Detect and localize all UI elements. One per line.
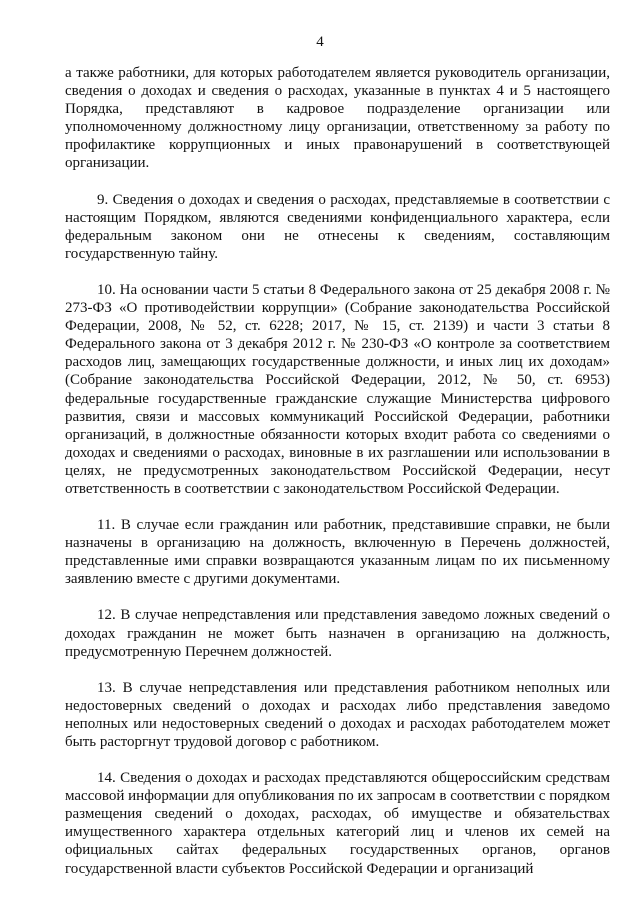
paragraph-11: 11. В случае если гражданин или работник, представившие справки, не были назначены в организацию на должность, включенную в Перечень должностей, представленные ими справки возвращаются указанным лицам по их письменному заявлению вместе с другими документами. <box>65 517 610 588</box>
document-body <box>65 64 610 878</box>
paragraph-13: 13. В случае непредставления или представления работником неполных или недостоверных сведений о доходах и расходах либо представления заведомо неполных или недостоверных сведений о доходах и расходах работодателем может быть расторгнут трудовой договор с работником. <box>65 679 610 750</box>
paragraph-10: 10. На основании части 5 статьи 8 Федерального закона от 25 декабря 2008 г. № 273-ФЗ «О противодействии коррупции» (Собрание законодательства Российской Федерации, 2008, № 52, ст. 6228; 2017, № 15, ст. 2139) и части 3 статьи 8 Федерального закона от 3 декабря 2012 г. № 230-ФЗ «О контроле за соответствием расходов лиц, замещающих государственные должности, и иных лиц их доходам» (Собрание законодательства Российской Федерации, 2012, № 50, ст. 6953) федеральные государственные гражданские служащие Министерства цифрового развития, связи и массовых коммуникаций Российской Федерации, работники организаций, в должностные обязанности которых входит работа со сведениями о доходах и сведениями о расходах, виновные в их разглашении или использовании в целях, не предусмотренных законодательством Российской Федерации, несут ответственность в соответствии с законодательством Российской Федерации. <box>65 281 610 497</box>
paragraph-12: 12. В случае непредставления или представления заведомо ложных сведений о доходах гражданин не может быть назначен в организацию на должность, предусмотренную Перечнем должностей. <box>65 607 610 660</box>
paragraph-9: 9. Сведения о доходах и сведения о расходах, представляемые в соответствии с настоящим Порядком, являются сведениями конфиденциального характера, если федеральным законом они не отнесены к сведениям, составляющим государственную тайну. <box>65 191 610 262</box>
paragraph-continuation: а также работники, для которых работодателем является руководитель организации, сведения о доходах и сведения о расходах, указанные в пунктах 4 и 5 настоящего Порядка, представляют в кадровое подразделение организации или уполномоченному должностному лицу организации, ответственному за работу по профилактике коррупционных и иных правонарушений в соответствующей организации. <box>65 65 610 172</box>
page-number: 4 <box>316 34 324 50</box>
paragraph-14: 14. Сведения о доходах и расходах представляются общероссийским средствам массовой информации для опубликования по их запросам в соответствии с порядком размещения сведений о доходах, расходах, об имуществе и обязательствах имущественного характера отдельных категорий лиц и членов их семей на официальных сайтах федеральных государственных органов, органов государственной власти субъектов Российской Федерации и организаций <box>65 770 610 877</box>
